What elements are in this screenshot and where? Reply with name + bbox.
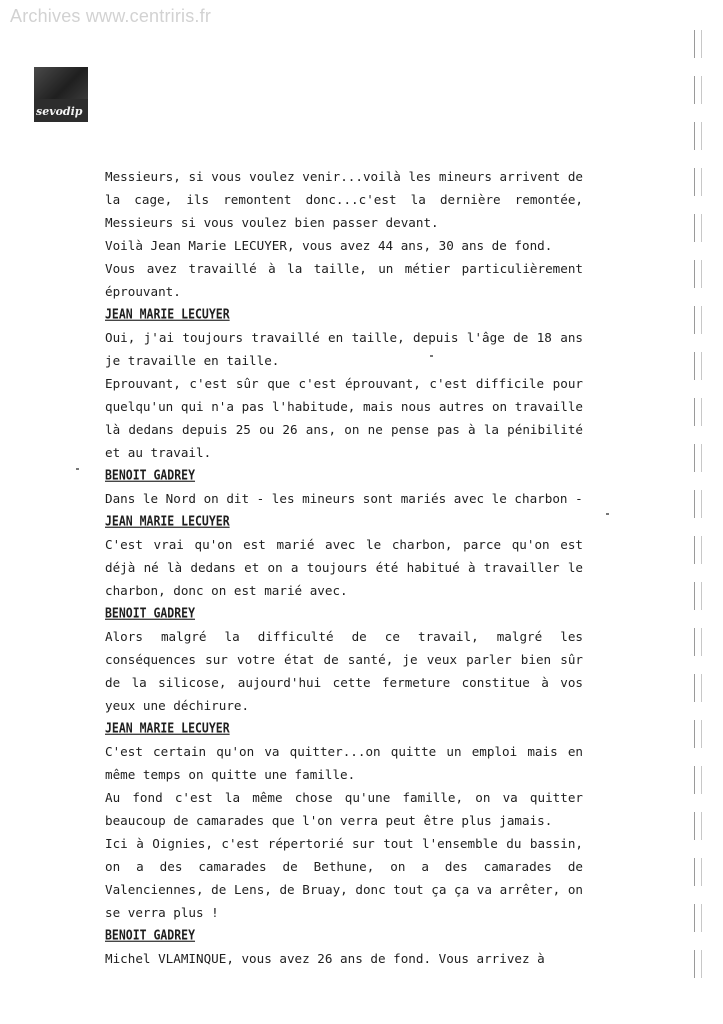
logo-text: sevodip [36,105,83,118]
transcript-line: conséquences sur votre état de santé, je veux parler bien sûr [105,652,583,667]
binding-mark [694,858,702,886]
transcript-line: de la silicose, aujourd'hui cette fermeture constitue à vos [105,675,583,690]
speck [606,513,609,515]
binding-mark [694,260,702,288]
binding-mark [694,76,702,104]
transcript-line: charbon, donc on est marié avec. [105,583,348,598]
binding-mark [694,904,702,932]
binding-mark [694,674,702,702]
binding-mark [694,122,702,150]
transcript-line: on a des camarades de Bethune, on a des camarades de [105,859,583,874]
archive-watermark: Archives www.centriris.fr [10,6,212,26]
transcript-line: Michel VLAMINQUE, vous avez 26 ans de fond. Vous arrivez à [105,951,545,966]
binding-mark [694,766,702,794]
speck [76,468,79,470]
transcript-line: C'est vrai qu'on est marié avec le charbon, parce qu'on est [105,537,583,552]
transcript-line: et au travail. [105,445,212,460]
binding-mark [694,30,702,58]
transcript-line: quelqu'un qui n'a pas l'habitude, mais nous autres on travaille [105,399,583,414]
transcript-line: beaucoup de camarades que l'on verra peut être plus jamais. [105,813,553,828]
transcript-line: Dans le Nord on dit - les mineurs sont mariés avec le charbon - [105,491,583,506]
transcript-line: Vous avez travaillé à la taille, un métier particulièrement [105,261,583,276]
sevodip-logo [34,67,88,122]
binding-mark [694,168,702,196]
speaker-name: BENOIT GADREY [105,466,196,483]
transcript-line: Messieurs, si vous voulez venir...voilà les mineurs arrivent de [105,169,583,184]
binding-mark [694,720,702,748]
transcript-line: Ici à Oignies, c'est répertorié sur tout l'ensemble du bassin, [105,836,583,851]
binding-mark [694,444,702,472]
speaker-name: JEAN MARIE LECUYER [105,512,230,529]
transcript-line: Voilà Jean Marie LECUYER, vous avez 44 ans, 30 ans de fond. [105,238,553,253]
speaker-name: JEAN MARIE LECUYER [105,719,230,736]
transcript-line: Au fond c'est la même chose qu'une famille, on va quitter [105,790,583,805]
transcript-line: déjà né là dedans et on a toujours été habitué à travailler le [105,560,583,575]
binding-mark [694,352,702,380]
binding-mark [694,628,702,656]
transcript-line: Eprouvant, c'est sûr que c'est éprouvant, c'est difficile pour [105,376,583,391]
binding-mark [694,214,702,242]
transcript-line: je travaille en taille. [105,353,280,368]
transcript-line: Oui, j'ai toujours travaillé en taille, depuis l'âge de 18 ans [105,330,583,345]
transcript-line: se verra plus ! [105,905,219,920]
transcript-body [105,165,583,970]
transcript-line: Valenciennes, de Lens, de Bruay, donc tout ça ça va arrêter, on [105,882,583,897]
transcript-line: éprouvant. [105,284,181,299]
speaker-name: BENOIT GADREY [105,604,196,621]
transcript-line: C'est certain qu'on va quitter...on quitte un emploi mais en [105,744,583,759]
binding-mark [694,950,702,978]
transcript-line: Messieurs si vous voulez bien passer devant. [105,215,439,230]
speck [430,355,433,357]
binding-marks [690,30,710,1000]
transcript-line: même temps on quitte une famille. [105,767,356,782]
binding-mark [694,398,702,426]
binding-mark [694,490,702,518]
transcript-line: la cage, ils remontent donc...c'est la dernière remontée, [105,192,583,207]
transcript-line: là dedans depuis 25 ou 26 ans, on ne pense pas à la pénibilité [105,422,583,437]
binding-mark [694,582,702,610]
speaker-name: JEAN MARIE LECUYER [105,305,230,322]
speaker-name: BENOIT GADREY [105,926,196,943]
transcript-line: Alors malgré la difficulté de ce travail, malgré les [105,629,583,644]
binding-mark [694,812,702,840]
binding-mark [694,306,702,334]
binding-mark [694,536,702,564]
transcript-line: yeux une déchirure. [105,698,250,713]
